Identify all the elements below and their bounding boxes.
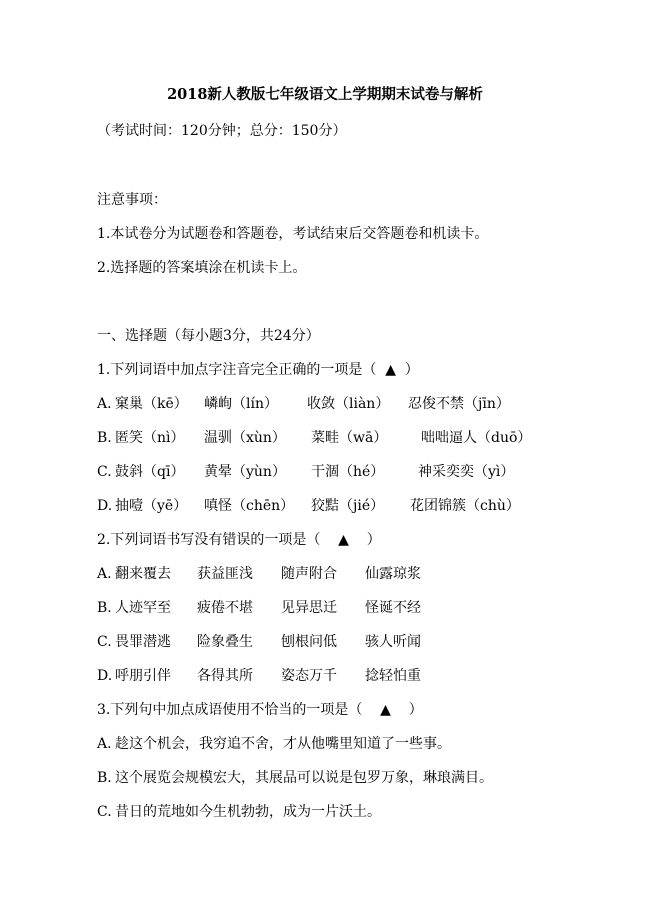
option-item: 匿笑（nì） — [115, 430, 185, 446]
option-item: 人迹罕至 — [115, 600, 171, 616]
option-item: 怪诞不经 — [365, 600, 421, 616]
option-label: B. — [97, 600, 112, 616]
option-item: 抽噎（yē） — [115, 498, 188, 514]
option-text: 这个展览会规模宏大，其展品可以说是包罗万象，琳琅满目。 — [115, 770, 493, 786]
option-label: A. — [97, 566, 112, 582]
option-item: 忍俊不禁（jīn） — [408, 396, 510, 412]
section-heading: 一、选择题（每小题3分，共24分） — [97, 328, 320, 344]
option-item: 温驯（xùn） — [204, 430, 286, 446]
option-label: C. — [97, 804, 112, 820]
question-stem: 2.下列词语书写没有错误的一项是（ ▲ ） — [97, 532, 381, 548]
option-item: 畏罪潜逃 — [115, 634, 171, 650]
notes-heading: 注意事项： — [97, 192, 167, 208]
option-item: 收敛（liàn） — [307, 396, 390, 412]
option-item: 险象叠生 — [197, 634, 253, 650]
question-stem: 1.下列词语中加点字注音完全正确的一项是（ ▲ ） — [97, 362, 419, 378]
option-item: 黄晕（yùn） — [204, 464, 286, 480]
option-item: 见异思迁 — [281, 600, 337, 616]
option-item: 狡黠（jié） — [311, 498, 385, 514]
option-item: 骇人听闻 — [365, 634, 421, 650]
option-label: A. — [97, 396, 112, 412]
option-label: C. — [97, 464, 112, 480]
option-text: 趁这个机会，我穷追不舍，才从他嘴里知道了一些事。 — [115, 736, 451, 752]
option-item: 翻来覆去 — [115, 566, 171, 582]
exam-info: （考试时间：120分钟；总分：150分） — [97, 123, 347, 139]
note-item: 1.本试卷分为试题卷和答题卷，考试结束后交答题卷和机读卡。 — [97, 226, 489, 242]
option-item: 获益匪浅 — [197, 566, 253, 582]
option-label: B. — [97, 770, 112, 786]
option-label: C. — [97, 634, 112, 650]
option-label: B. — [97, 430, 112, 446]
option-item: 仙露琼浆 — [365, 566, 421, 582]
option-item: 刨根问低 — [281, 634, 337, 650]
option-item: 窠巢（kē） — [115, 396, 188, 412]
option-item: 菜畦（wā） — [311, 430, 388, 446]
option-item: 神采奕奕（yì） — [418, 464, 515, 480]
question-stem: 3.下列句中加点成语使用不恰当的一项是（ ▲ ） — [97, 702, 423, 718]
page-title: 2018新人教版七年级语文上学期期末试卷与解析 — [167, 86, 483, 103]
option-item: 随声附合 — [281, 566, 337, 582]
option-item: 姿态万千 — [281, 668, 337, 684]
option-item: 呼朋引伴 — [115, 668, 171, 684]
option-item: 嗔怪（chēn） — [204, 498, 295, 514]
option-item: 咄咄逼人（duō） — [421, 430, 532, 446]
option-item: 鼓斜（qī） — [115, 464, 185, 480]
option-item: 嶙峋（lín） — [204, 396, 278, 412]
note-item: 2.选择题的答案填涂在机读卡上。 — [97, 260, 307, 276]
option-text: 昔日的荒地如今生机勃勃，成为一片沃土。 — [115, 804, 381, 820]
option-item: 疲倦不堪 — [197, 600, 253, 616]
option-item: 干涸（hé） — [311, 464, 385, 480]
option-item: 捻轻怕重 — [365, 668, 421, 684]
option-item: 花团锦簇（chù） — [410, 498, 520, 514]
option-label: D. — [97, 668, 113, 684]
option-item: 各得其所 — [197, 668, 253, 684]
option-label: D. — [97, 498, 113, 514]
option-label: A. — [97, 736, 112, 752]
